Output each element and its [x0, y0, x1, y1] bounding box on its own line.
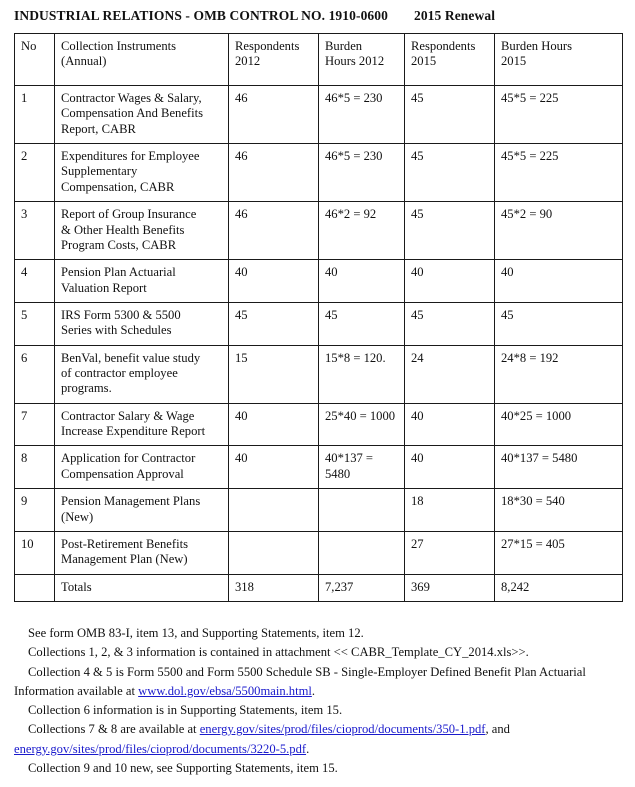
totals-burden-2015: 8,242	[495, 574, 623, 601]
table-row	[15, 260, 623, 303]
row-respondents-2012: 15	[229, 345, 319, 403]
renewal-year: 2015 Renewal	[413, 8, 496, 23]
row-no: 3	[15, 202, 55, 260]
row-burden-2012: 40	[319, 260, 405, 303]
row-respondents-2015: 45	[405, 302, 495, 345]
header-resp2015-line1: Respondents	[411, 39, 476, 53]
row-respondents-2015: 40	[405, 446, 495, 489]
row-burden-2012: 15*8 = 120.	[319, 345, 405, 403]
totals-label: Totals	[55, 574, 229, 601]
header-resp2015-line2: 2015	[411, 54, 437, 69]
header-instruments-line1: Collection Instruments	[61, 39, 177, 53]
header-resp2012-line1: Respondents	[235, 39, 300, 53]
header-burden-2015	[495, 34, 623, 86]
row-respondents-2015: 45	[405, 202, 495, 260]
row-burden-2012	[319, 531, 405, 574]
row-instrument: Contractor Salary & Wage Increase Expenditure Report	[55, 403, 229, 446]
row-burden-2015: 45*2 = 90	[495, 202, 623, 260]
footnote-3-continued: Information available at www.dol.gov/ebsa/5500main.html.	[14, 683, 316, 698]
footnotes	[14, 624, 626, 778]
table-row	[15, 531, 623, 574]
row-no: 6	[15, 345, 55, 403]
totals-burden-2012: 7,237	[319, 574, 405, 601]
row-burden-2015: 40*137 = 5480	[495, 446, 623, 489]
header-burden-2012	[319, 34, 405, 86]
header-no-label: No	[21, 39, 37, 53]
burden-hours-table	[14, 33, 623, 602]
page-title	[14, 8, 622, 24]
row-burden-2015: 27*15 = 405	[495, 531, 623, 574]
row-instrument: Expenditures for Employee Supplementary Compensation, CABR	[55, 144, 229, 202]
header-burden2012-line2: Hours 2012	[325, 54, 385, 69]
energy-350-1-link[interactable]: energy.gov/sites/prod/files/cioprod/documents/350-1.pdf	[199, 722, 486, 737]
row-no: 2	[15, 144, 55, 202]
header-burden2015-line2: 2015	[501, 54, 527, 69]
row-no: 7	[15, 403, 55, 446]
row-no: 10	[15, 531, 55, 574]
row-respondents-2015: 40	[405, 260, 495, 303]
header-resp2012-line2: 2012	[235, 54, 261, 69]
totals-no	[15, 574, 55, 601]
row-respondents-2012: 46	[229, 202, 319, 260]
totals-respondents-2012: 318	[229, 574, 319, 601]
row-burden-2015: 24*8 = 192	[495, 345, 623, 403]
table-row	[15, 144, 623, 202]
row-instrument: Contractor Wages & Salary, Compensation And Benefits Report, CABR	[55, 86, 229, 144]
row-instrument: Application for Contractor Compensation Approval	[55, 446, 229, 489]
row-respondents-2015: 45	[405, 144, 495, 202]
footnote-3: Collection 4 & 5 is Form 5500 and Form 5500 Schedule SB - Single-Employer Defined Benefit Plan Actuarial	[28, 664, 586, 679]
row-instrument: IRS Form 5300 & 5500 Series with Schedules	[55, 302, 229, 345]
table-totals-row	[15, 574, 623, 601]
footnote-4: Collection 6 information is in Supporting Statements, item 15.	[28, 703, 343, 717]
row-burden-2015: 45*5 = 225	[495, 144, 623, 202]
row-burden-2012: 46*2 = 92	[319, 202, 405, 260]
footnote-1: See form OMB 83-I, item 13, and Supporting Statements, item 12.	[28, 626, 364, 640]
header-burden2015-line1: Burden Hours	[501, 39, 573, 53]
table-row	[15, 489, 623, 532]
header-no	[15, 34, 55, 86]
row-burden-2012: 46*5 = 230	[319, 144, 405, 202]
row-burden-2012: 46*5 = 230	[319, 86, 405, 144]
row-respondents-2015: 18	[405, 489, 495, 532]
row-respondents-2012: 46	[229, 86, 319, 144]
row-respondents-2015: 40	[405, 403, 495, 446]
row-respondents-2012: 40	[229, 260, 319, 303]
table-row	[15, 403, 623, 446]
row-respondents-2015: 27	[405, 531, 495, 574]
row-respondents-2012	[229, 531, 319, 574]
dol-5500-link[interactable]: www.dol.gov/ebsa/5500main.html	[138, 683, 312, 698]
header-instruments	[55, 34, 229, 86]
footnote-5-continued: energy.gov/sites/prod/files/cioprod/documents/3220-5.pdf.	[14, 741, 310, 756]
table-row	[15, 202, 623, 260]
row-respondents-2012: 45	[229, 302, 319, 345]
row-no: 9	[15, 489, 55, 532]
table-row	[15, 345, 623, 403]
row-instrument: Report of Group Insurance & Other Health Benefits Program Costs, CABR	[55, 202, 229, 260]
row-burden-2015: 18*30 = 540	[495, 489, 623, 532]
row-burden-2012: 25*40 = 1000	[319, 403, 405, 446]
row-instrument: Pension Management Plans (New)	[55, 489, 229, 532]
table-row	[15, 446, 623, 489]
row-respondents-2015: 45	[405, 86, 495, 144]
row-no: 1	[15, 86, 55, 144]
table-row	[15, 302, 623, 345]
row-respondents-2012	[229, 489, 319, 532]
row-instrument: Post-Retirement Benefits Management Plan (New)	[55, 531, 229, 574]
energy-3220-5-link[interactable]: energy.gov/sites/prod/files/cioprod/documents/3220-5.pdf	[14, 741, 307, 756]
table-header-row	[15, 34, 623, 86]
table-row	[15, 86, 623, 144]
row-respondents-2012: 40	[229, 403, 319, 446]
totals-respondents-2015: 369	[405, 574, 495, 601]
row-respondents-2015: 24	[405, 345, 495, 403]
row-no: 4	[15, 260, 55, 303]
row-burden-2012	[319, 489, 405, 532]
row-respondents-2012: 40	[229, 446, 319, 489]
header-instruments-line2: (Annual)	[61, 54, 107, 69]
footnote-6: Collection 9 and 10 new, see Supporting Statements, item 15.	[28, 760, 338, 775]
header-burden2012-line1: Burden	[325, 39, 363, 53]
row-burden-2015: 45*5 = 225	[495, 86, 623, 144]
row-instrument: BenVal, benefit value study of contractor employee programs.	[55, 345, 229, 403]
row-burden-2015: 40	[495, 260, 623, 303]
row-burden-2015: 40*25 = 1000	[495, 403, 623, 446]
footnote-5: Collections 7 & 8 are available at energy.gov/sites/prod/files/cioprod/documents/350-1.pdf, and	[28, 722, 510, 737]
row-instrument: Pension Plan Actuarial Valuation Report	[55, 260, 229, 303]
footnote-2: Collections 1, 2, & 3 information is contained in attachment << CABR_Template_CY_2014.xls>>.	[28, 645, 529, 660]
header-respondents-2015	[405, 34, 495, 86]
row-no: 8	[15, 446, 55, 489]
row-burden-2012: 40*137 = 5480	[319, 446, 405, 489]
page-title-text: INDUSTRIAL RELATIONS - OMB CONTROL NO. 1910-0600	[14, 8, 388, 23]
row-burden-2015: 45	[495, 302, 623, 345]
header-respondents-2012	[229, 34, 319, 86]
row-burden-2012: 45	[319, 302, 405, 345]
row-no: 5	[15, 302, 55, 345]
row-respondents-2012: 46	[229, 144, 319, 202]
